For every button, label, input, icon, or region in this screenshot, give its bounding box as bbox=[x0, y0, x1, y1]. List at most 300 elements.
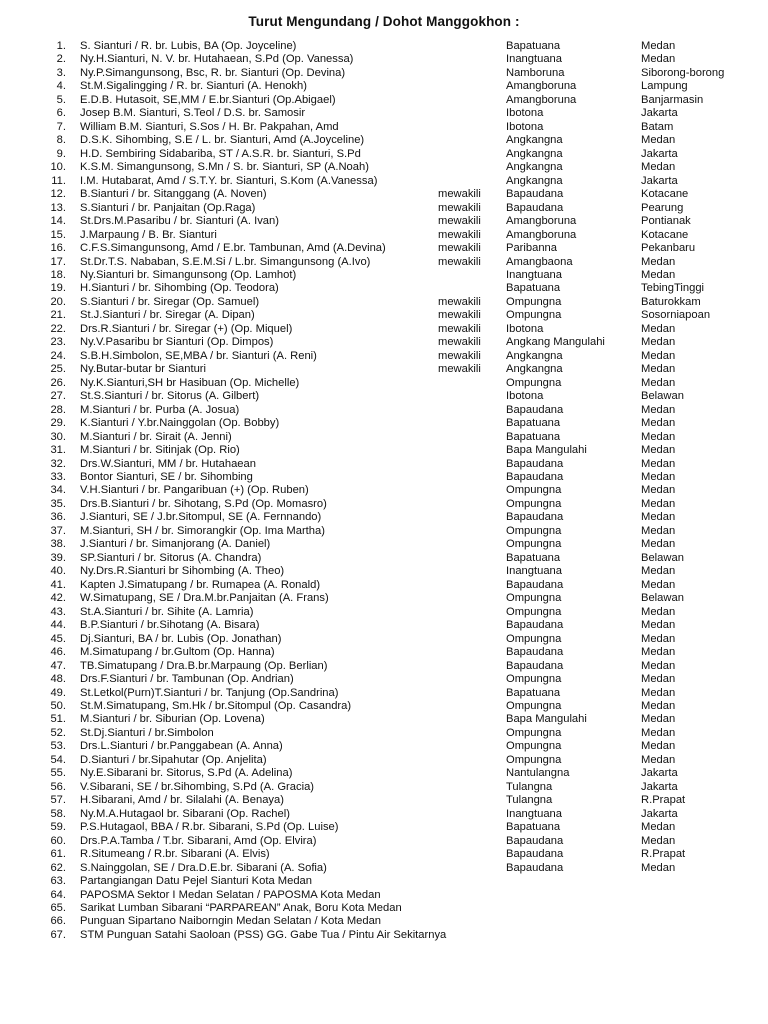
entry-name: R.Situmeang / R.br. Sibarani (A. Elvis) bbox=[80, 848, 270, 861]
entry-relation: Ompungna bbox=[506, 484, 562, 497]
entry-name: B.P.Sianturi / br.Sihotang (A. Bisara) bbox=[80, 619, 260, 632]
entry-relation: Ompungna bbox=[506, 497, 562, 510]
entry-relation: Angkangna bbox=[506, 363, 563, 376]
entry-number: 54. bbox=[50, 753, 66, 766]
list-item bbox=[0, 808, 768, 821]
entry-relation: Angkangna bbox=[506, 349, 563, 362]
entry-name: St.Dj.Sianturi / br.Simbolon bbox=[80, 726, 214, 739]
entry-relation: Ompungna bbox=[506, 309, 562, 322]
list-item bbox=[0, 458, 768, 471]
entry-city: Medan bbox=[641, 511, 676, 524]
entry-city: Medan bbox=[641, 524, 676, 537]
entry-relation: Bapatuana bbox=[506, 821, 561, 834]
entry-number: 27. bbox=[50, 390, 66, 403]
entry-name: Drs.P.A.Tamba / T.br. Sibarani, Amd (Op. Elvira) bbox=[80, 834, 317, 847]
entry-name: Drs.W.Sianturi, MM / br. Hutahaean bbox=[80, 457, 256, 470]
entry-relation: Ompungna bbox=[506, 673, 562, 686]
entry-name: B.Sianturi / br. Sitanggang (A. Noven) bbox=[80, 188, 267, 201]
entry-number: 1. bbox=[56, 40, 66, 52]
entry-name: D.S.K. Sihombing, S.E / L. br. Sianturi, Amd (A.Joyceline) bbox=[80, 134, 365, 147]
entry-number: 21. bbox=[50, 309, 66, 322]
list-item bbox=[0, 175, 768, 188]
list-item bbox=[0, 148, 768, 161]
entry-representation: mewakili bbox=[438, 242, 481, 255]
entry-city: Jakarta bbox=[641, 780, 678, 793]
list-item bbox=[0, 848, 768, 861]
list-item bbox=[0, 525, 768, 538]
entry-city: Medan bbox=[641, 40, 676, 52]
entry-city: Medan bbox=[641, 430, 676, 443]
entry-relation: Amangboruna bbox=[506, 80, 577, 93]
entry-city: Medan bbox=[641, 134, 676, 147]
entry-name: Ny.Drs.R.Sianturi br Sihombing (A. Theo) bbox=[80, 565, 285, 578]
list-item bbox=[0, 229, 768, 242]
list-item bbox=[0, 282, 768, 295]
entry-relation: Bapaudana bbox=[506, 861, 564, 874]
entry-name: Drs.R.Sianturi / br. Siregar (+) (Op. Miquel) bbox=[80, 322, 293, 335]
list-item bbox=[0, 862, 768, 875]
entry-number: 59. bbox=[50, 821, 66, 834]
entry-name: E.D.B. Hutasoit, SE,MM / E.br.Sianturi (Op.Abigael) bbox=[80, 93, 336, 106]
list-item bbox=[0, 673, 768, 686]
entry-city: Medan bbox=[641, 376, 676, 389]
entry-name: STM Punguan Satahi Saoloan (PSS) GG. Gabe Tua / Pintu Air Sekitarnya bbox=[80, 928, 447, 941]
entry-name: J.Sianturi, SE / J.br.Sitompul, SE (A. Fernnando) bbox=[80, 511, 322, 524]
entry-name: St.Drs.M.Pasaribu / br. Sianturi (A. Ivan) bbox=[80, 215, 279, 228]
list-item bbox=[0, 40, 768, 53]
entry-name: S.Nainggolan, SE / Dra.D.E.br. Sibarani (A. Sofia) bbox=[80, 861, 327, 874]
entry-number: 64. bbox=[50, 888, 66, 901]
entry-city: Belawan bbox=[641, 551, 684, 564]
entry-relation: Namboruna bbox=[506, 66, 565, 79]
entry-name: St.Letkol(Purn)T.Sianturi / br. Tanjung (Op.Sandrina) bbox=[80, 686, 339, 699]
list-item bbox=[0, 215, 768, 228]
entry-name: D.Sianturi / br.Sipahutar (Op. Anjelita) bbox=[80, 753, 267, 766]
entry-city: Pearung bbox=[641, 201, 684, 214]
entry-name: St.J.Sianturi / br. Siregar (A. Dipan) bbox=[80, 309, 255, 322]
entry-relation: Ompungna bbox=[506, 753, 562, 766]
entry-relation: Bapaudana bbox=[506, 578, 564, 591]
entry-city: Medan bbox=[641, 497, 676, 510]
entry-relation: Ompungna bbox=[506, 592, 562, 605]
entry-relation: Ompungna bbox=[506, 376, 562, 389]
entry-number: 16. bbox=[50, 242, 66, 255]
list-item bbox=[0, 350, 768, 363]
entry-relation: Paribanna bbox=[506, 242, 558, 255]
entry-number: 58. bbox=[50, 807, 66, 820]
entry-representation: mewakili bbox=[438, 309, 481, 322]
entry-name: W.Simatupang, SE / Dra.M.br.Panjaitan (A. Frans) bbox=[80, 592, 329, 605]
entry-name: Ny.E.Sibarani br. Sitorus, S.Pd (A. Adelina) bbox=[80, 767, 293, 780]
list-item bbox=[0, 713, 768, 726]
entry-representation: mewakili bbox=[438, 295, 481, 308]
list-item bbox=[0, 700, 768, 713]
entry-number: 56. bbox=[50, 780, 66, 793]
entry-city: Medan bbox=[641, 444, 676, 457]
entry-number: 34. bbox=[50, 484, 66, 497]
entry-number: 7. bbox=[56, 120, 66, 133]
entry-relation: Bapaudana bbox=[506, 834, 564, 847]
entry-name: William B.M. Sianturi, S.Sos / H. Br. Pakpahan, Amd bbox=[80, 120, 339, 133]
entry-city: Jakarta bbox=[641, 807, 678, 820]
entry-number: 8. bbox=[56, 134, 66, 147]
entry-name: Kapten J.Simatupang / br. Rumapea (A. Ronald) bbox=[80, 578, 321, 591]
entry-relation: Ompungna bbox=[506, 740, 562, 753]
entry-relation: Ibotona bbox=[506, 322, 544, 335]
list-item bbox=[0, 431, 768, 444]
entry-number: 49. bbox=[50, 686, 66, 699]
entry-name: Dj.Sianturi, BA / br. Lubis (Op. Jonathan) bbox=[80, 632, 282, 645]
entry-number: 46. bbox=[50, 646, 66, 659]
entry-city: Medan bbox=[641, 565, 676, 578]
entry-name: S.Sianturi / br. Panjaitan (Op.Raga) bbox=[80, 201, 256, 214]
entry-city: Siborong-borong bbox=[641, 66, 725, 79]
entry-number: 45. bbox=[50, 632, 66, 645]
entry-relation: Bapaudana bbox=[506, 619, 564, 632]
entry-city: Medan bbox=[641, 255, 676, 268]
entry-name: Punguan Sipartano Naiborngin Medan Selatan / Kota Medan bbox=[80, 915, 382, 928]
entry-city: Medan bbox=[641, 349, 676, 362]
entry-relation: Ompungna bbox=[506, 538, 562, 551]
entry-number: 41. bbox=[50, 578, 66, 591]
entry-name: Partangiangan Datu Pejel Sianturi Kota Medan bbox=[80, 875, 312, 888]
list-item bbox=[0, 336, 768, 349]
entry-relation: Nantulangna bbox=[506, 767, 570, 780]
list-item bbox=[0, 256, 768, 269]
entry-relation: Ibotona bbox=[506, 390, 544, 403]
entry-relation: Bapaudana bbox=[506, 848, 564, 861]
entry-name: H.Sibarani, Amd / br. Silalahi (A. Benaya) bbox=[80, 794, 284, 807]
entry-representation: mewakili bbox=[438, 363, 481, 376]
entry-relation: Bapaudana bbox=[506, 201, 564, 214]
entry-city: Medan bbox=[641, 699, 676, 712]
entry-city: Medan bbox=[641, 619, 676, 632]
entry-city: Medan bbox=[641, 457, 676, 470]
list-item bbox=[0, 53, 768, 66]
list-item bbox=[0, 390, 768, 403]
entry-relation: Bapatuana bbox=[506, 417, 561, 430]
entry-relation: Amangboruna bbox=[506, 228, 577, 241]
entry-relation: Ompungna bbox=[506, 632, 562, 645]
entry-city: Jakarta bbox=[641, 767, 678, 780]
entry-number: 6. bbox=[56, 107, 66, 120]
entry-number: 20. bbox=[50, 295, 66, 308]
entry-representation: mewakili bbox=[438, 322, 481, 335]
entry-number: 66. bbox=[50, 915, 66, 928]
document-title: Turut Mengundang / Dohot Manggokhon : bbox=[248, 14, 520, 29]
entry-relation: Bapatuana bbox=[506, 686, 561, 699]
list-item bbox=[0, 875, 768, 888]
entry-name: Ny.M.A.Hutagaol br. Sibarani (Op. Rachel) bbox=[80, 807, 290, 820]
entry-number: 57. bbox=[50, 794, 66, 807]
entry-city: Pontianak bbox=[641, 215, 691, 228]
entry-number: 25. bbox=[50, 363, 66, 376]
entry-relation: Bapa Mangulahi bbox=[506, 713, 587, 726]
entry-number: 18. bbox=[50, 268, 66, 281]
entry-relation: Amangboruna bbox=[506, 215, 577, 228]
entry-relation: Bapa Mangulahi bbox=[506, 444, 587, 457]
list-item bbox=[0, 579, 768, 592]
entry-name: TB.Simatupang / Dra.B.br.Marpaung (Op. Berlian) bbox=[80, 659, 328, 672]
entry-number: 5. bbox=[56, 93, 66, 106]
entry-name: St.S.Sianturi / br. Sitorus (A. Gilbert) bbox=[80, 390, 260, 403]
entry-number: 29. bbox=[50, 417, 66, 430]
entry-number: 60. bbox=[50, 834, 66, 847]
entry-representation: mewakili bbox=[438, 349, 481, 362]
entry-relation: Amangbaona bbox=[506, 255, 573, 268]
entry-city: Medan bbox=[641, 861, 676, 874]
entry-city: Medan bbox=[641, 161, 676, 174]
entry-relation: Ibotona bbox=[506, 120, 544, 133]
entry-number: 44. bbox=[50, 619, 66, 632]
entry-name: M.Sianturi / br. Purba (A. Josua) bbox=[80, 403, 240, 416]
entry-city: Medan bbox=[641, 538, 676, 551]
entry-city: Belawan bbox=[641, 390, 684, 403]
entry-name: M.Sianturi / br. Sirait (A. Jenni) bbox=[80, 430, 232, 443]
list-item bbox=[0, 687, 768, 700]
entry-relation: Inangtuana bbox=[506, 807, 562, 820]
list-item bbox=[0, 565, 768, 578]
entry-representation: mewakili bbox=[438, 201, 481, 214]
entry-name: PAPOSMA Sektor I Medan Selatan / PAPOSMA Kota Medan bbox=[80, 888, 381, 901]
list-item bbox=[0, 363, 768, 376]
entry-name: Sarikat Lumban Sibarani “PARPAREAN” Anak, Boru Kota Medan bbox=[80, 902, 402, 914]
entry-number: 67. bbox=[50, 928, 66, 941]
entry-city: Medan bbox=[641, 673, 676, 686]
entry-name: St.Dr.T.S. Nababan, S.E.M.Si / L.br. Simangunsong (A.Ivo) bbox=[80, 255, 371, 268]
list-item bbox=[0, 296, 768, 309]
entry-city: R.Prapat bbox=[641, 794, 686, 807]
list-item bbox=[0, 781, 768, 794]
entry-number: 2. bbox=[56, 53, 66, 66]
list-item bbox=[0, 794, 768, 807]
list-item bbox=[0, 444, 768, 457]
entry-number: 48. bbox=[50, 673, 66, 686]
entry-name: S.B.H.Simbolon, SE,MBA / br. Sianturi (A. Reni) bbox=[80, 349, 317, 362]
entry-city: Medan bbox=[641, 659, 676, 672]
entry-name: Ny.V.Pasaribu br Sianturi (Op. Dimpos) bbox=[80, 336, 274, 349]
list-item bbox=[0, 417, 768, 430]
entry-city: Medan bbox=[641, 726, 676, 739]
list-item bbox=[0, 606, 768, 619]
list-item bbox=[0, 67, 768, 80]
entry-number: 11. bbox=[51, 174, 66, 187]
entry-representation: mewakili bbox=[438, 188, 481, 201]
entry-name: SP.Sianturi / br. Sitorus (A. Chandra) bbox=[80, 551, 262, 564]
entry-city: Kotacane bbox=[641, 188, 689, 201]
entry-name: P.S.Hutagaol, BBA / R.br. Sibarani, S.Pd (Op. Luise) bbox=[80, 821, 339, 834]
entry-relation: Bapatuana bbox=[506, 551, 561, 564]
entry-relation: Angkangna bbox=[506, 134, 563, 147]
list-item bbox=[0, 471, 768, 484]
entry-city: Medan bbox=[641, 753, 676, 766]
entry-city: Medan bbox=[641, 403, 676, 416]
entry-name: S. Sianturi / R. br. Lubis, BA (Op. Joyceline) bbox=[80, 40, 297, 52]
entry-relation: Bapaudana bbox=[506, 188, 564, 201]
entry-city: Medan bbox=[641, 740, 676, 753]
entry-number: 10. bbox=[50, 161, 66, 174]
entry-number: 23. bbox=[50, 336, 66, 349]
entry-number: 4. bbox=[56, 80, 66, 93]
entry-relation: Bapatuana bbox=[506, 40, 561, 52]
entry-number: 40. bbox=[50, 565, 66, 578]
entry-city: TebingTinggi bbox=[641, 282, 705, 295]
entry-relation: Ompungna bbox=[506, 524, 562, 537]
list-item bbox=[0, 242, 768, 255]
entry-name: C.F.S.Simangunsong, Amd / E.br. Tambunan, Amd (A.Devina) bbox=[80, 242, 386, 255]
list-item bbox=[0, 646, 768, 659]
entry-number: 62. bbox=[50, 861, 66, 874]
entry-representation: mewakili bbox=[438, 255, 481, 268]
entry-number: 22. bbox=[50, 322, 66, 335]
entry-city: Medan bbox=[641, 821, 676, 834]
entry-number: 3. bbox=[56, 66, 66, 79]
entry-relation: Angkangna bbox=[506, 174, 563, 187]
list-item bbox=[0, 767, 768, 780]
entry-name: K.Sianturi / Y.br.Nainggolan (Op. Bobby) bbox=[80, 417, 280, 430]
entry-name: Ny.H.Sianturi, N. V. br. Hutahaean, S.Pd (Op. Vanessa) bbox=[80, 53, 354, 66]
entry-number: 51. bbox=[50, 713, 66, 726]
entry-city: Medan bbox=[641, 268, 676, 281]
list-item bbox=[0, 188, 768, 201]
entry-relation: Bapatuana bbox=[506, 430, 561, 443]
list-item bbox=[0, 161, 768, 174]
entry-city: Baturokkam bbox=[641, 295, 701, 308]
entry-name: St.A.Sianturi / br. Sihite (A. Lamria) bbox=[80, 605, 254, 618]
list-item bbox=[0, 754, 768, 767]
entry-number: 31. bbox=[50, 444, 66, 457]
entry-name: V.H.Sianturi / br. Pangaribuan (+) (Op. Ruben) bbox=[80, 484, 309, 497]
entry-city: Sosorniapoan bbox=[641, 309, 711, 322]
entry-representation: mewakili bbox=[438, 336, 481, 349]
entry-city: Jakarta bbox=[641, 107, 678, 120]
entry-relation: Bapaudana bbox=[506, 457, 564, 470]
entry-name: Ny.Sianturi br. Simangunsong (Op. Lamhot) bbox=[80, 268, 297, 281]
list-item bbox=[0, 552, 768, 565]
entry-number: 35. bbox=[50, 497, 66, 510]
entry-city: Medan bbox=[641, 363, 676, 376]
entry-relation: Inangtuana bbox=[506, 53, 562, 66]
list-item bbox=[0, 80, 768, 93]
entry-city: Medan bbox=[641, 53, 676, 66]
entry-name: S.Sianturi / br. Siregar (Op. Samuel) bbox=[80, 295, 260, 308]
list-item bbox=[0, 511, 768, 524]
entry-number: 33. bbox=[50, 471, 66, 483]
entry-number: 37. bbox=[50, 524, 66, 537]
entry-number: 30. bbox=[50, 430, 66, 443]
entry-number: 36. bbox=[50, 511, 66, 524]
entry-name: St.M.Sigalingging / R. br. Sianturi (A. Henokh) bbox=[80, 80, 307, 93]
list-item bbox=[0, 107, 768, 120]
entry-number: 28. bbox=[50, 403, 66, 416]
list-item bbox=[0, 592, 768, 605]
entry-relation: Bapaudana bbox=[506, 511, 564, 524]
list-item bbox=[0, 633, 768, 646]
list-item bbox=[0, 538, 768, 551]
entry-name: I.M. Hutabarat, Amd / S.T.Y. br. Sianturi, S.Kom (A.Vanessa) bbox=[80, 174, 378, 187]
list-item bbox=[0, 915, 768, 928]
entry-name: Bontor Sianturi, SE / br. Sihombing bbox=[80, 471, 253, 483]
entry-relation: Ompungna bbox=[506, 605, 562, 618]
entry-number: 53. bbox=[50, 740, 66, 753]
entry-relation: Bapaudana bbox=[506, 646, 564, 659]
list-item bbox=[0, 660, 768, 673]
entry-city: R.Prapat bbox=[641, 848, 686, 861]
entry-representation: mewakili bbox=[438, 215, 481, 228]
entry-number: 47. bbox=[50, 659, 66, 672]
entry-city: Kotacane bbox=[641, 228, 689, 241]
list-item bbox=[0, 309, 768, 322]
entry-number: 55. bbox=[50, 767, 66, 780]
entry-relation: Tulangna bbox=[506, 794, 553, 807]
entry-relation: Bapaudana bbox=[506, 471, 564, 483]
entry-relation: Tulangna bbox=[506, 780, 553, 793]
entry-number: 43. bbox=[50, 605, 66, 618]
entry-number: 24. bbox=[50, 349, 66, 362]
entry-city: Jakarta bbox=[641, 174, 678, 187]
entry-number: 65. bbox=[50, 902, 66, 914]
entry-relation: Angkangna bbox=[506, 147, 563, 160]
list-item bbox=[0, 484, 768, 497]
entry-city: Medan bbox=[641, 336, 676, 349]
entry-number: 9. bbox=[56, 147, 66, 160]
entry-name: Drs.L.Sianturi / br.Panggabean (A. Anna) bbox=[80, 740, 283, 753]
entry-relation: Ompungna bbox=[506, 699, 562, 712]
entry-relation: Inangtuana bbox=[506, 565, 562, 578]
entry-city: Medan bbox=[641, 417, 676, 430]
entry-number: 50. bbox=[50, 699, 66, 712]
entry-relation: Ompungna bbox=[506, 295, 562, 308]
entry-relation: Amangboruna bbox=[506, 93, 577, 106]
entry-name: H.Sianturi / br. Sihombing (Op. Teodora) bbox=[80, 282, 279, 295]
entry-city: Medan bbox=[641, 322, 676, 335]
list-item bbox=[0, 902, 768, 915]
entry-name: Drs.F.Sianturi / br. Tambunan (Op. Andrian) bbox=[80, 673, 294, 686]
list-item bbox=[0, 740, 768, 753]
entry-representation: mewakili bbox=[438, 228, 481, 241]
entry-name: Josep B.M. Sianturi, S.Teol / D.S. br. Samosir bbox=[80, 107, 306, 120]
entry-city: Medan bbox=[641, 686, 676, 699]
list-item bbox=[0, 835, 768, 848]
entry-city: Medan bbox=[641, 471, 676, 483]
entry-city: Medan bbox=[641, 578, 676, 591]
entry-name: J.Sianturi / br. Simanjorang (A. Daniel) bbox=[80, 538, 271, 551]
list-item bbox=[0, 377, 768, 390]
entry-city: Jakarta bbox=[641, 147, 678, 160]
entry-number: 52. bbox=[50, 726, 66, 739]
list-item bbox=[0, 929, 768, 942]
entry-relation: Ibotona bbox=[506, 107, 544, 120]
list-item bbox=[0, 619, 768, 632]
entry-city: Medan bbox=[641, 834, 676, 847]
entry-name: M.Sianturi, SH / br. Simorangkir (Op. Ima Martha) bbox=[80, 524, 325, 537]
entry-name: Ny.P.Simangunsong, Bsc, R. br. Sianturi (Op. Devina) bbox=[80, 66, 346, 79]
entry-name: M.Sianturi / br. Sitinjak (Op. Rio) bbox=[80, 444, 240, 457]
entry-number: 19. bbox=[50, 282, 66, 295]
entry-city: Medan bbox=[641, 484, 676, 497]
entry-relation: Inangtuana bbox=[506, 268, 562, 281]
entry-name: M.Simatupang / br.Gultom (Op. Hanna) bbox=[80, 646, 275, 659]
entry-number: 26. bbox=[50, 376, 66, 389]
list-item bbox=[0, 121, 768, 134]
entry-city: Pekanbaru bbox=[641, 242, 696, 255]
entry-number: 14. bbox=[50, 215, 66, 228]
entry-relation: Angkangna bbox=[506, 161, 563, 174]
list-item bbox=[0, 498, 768, 511]
entry-number: 61. bbox=[50, 848, 66, 861]
list-item bbox=[0, 134, 768, 147]
list-item bbox=[0, 404, 768, 417]
